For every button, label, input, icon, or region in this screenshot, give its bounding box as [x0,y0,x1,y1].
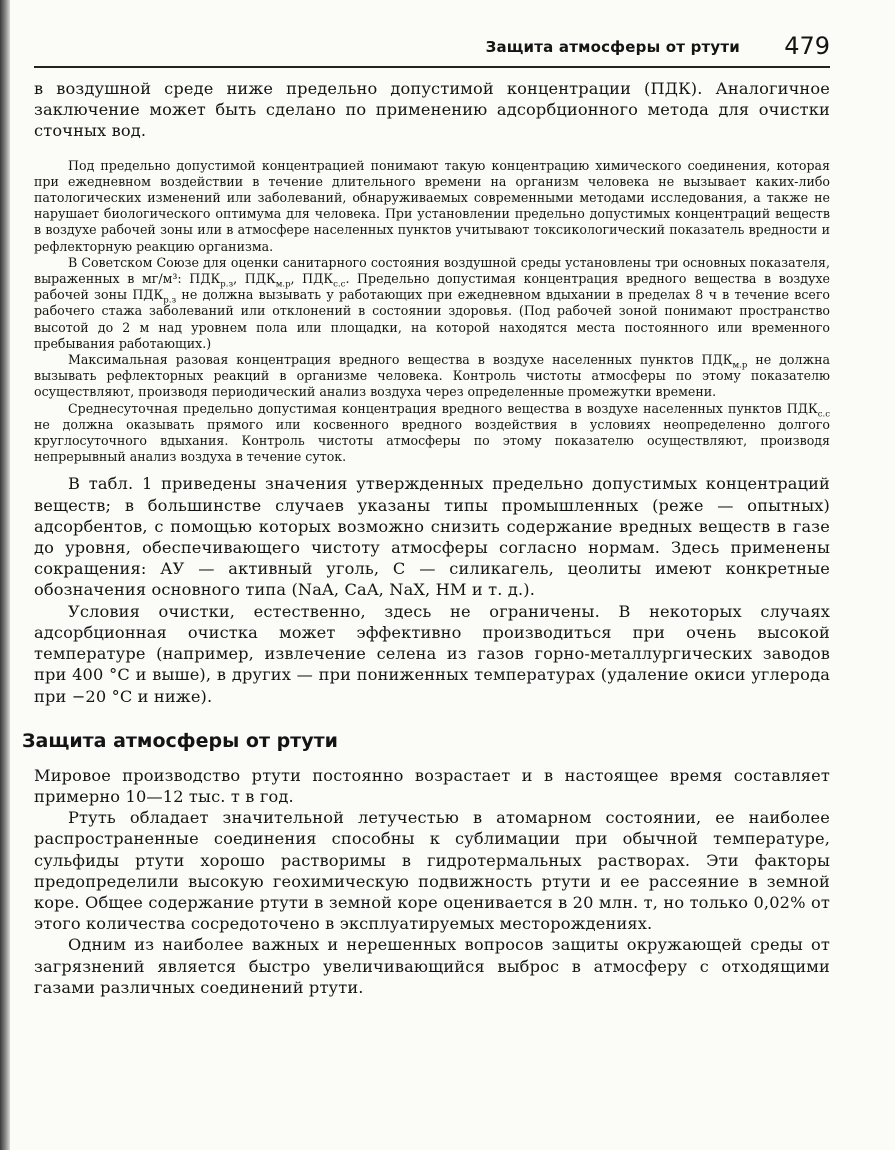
small-print-block [34,158,830,466]
page-number: 479 [784,32,830,60]
body-paragraph: В табл. 1 приведены значения утвержденных предельно допустимых концентраций веществ; в большинстве случаев указаны типы промышленных (реже — опытных) адсорбентов, с помощью которых возможно снизить содержание вредных веществ в газе до уровня, обеспечивающего чистоту атмосферы согласно нормам. Здесь применены сокращения: АУ — активный уголь, С — силикагель, цеолиты имеют конкретные обозначения основного типа (NaA, CaA, NaX, НМ и т. д.). [34,474,830,600]
small-print-paragraph: Среднесуточная предельно допустимая концентрация вредного вещества в воздухе населенных пунктов $ПДК_{с.с}$ не должна оказывать прямого или косвенного вредного воздействия в условиях неопределенно долгого круглосуточного вдыхания. Контроль чистоты атмосферы по этому показателю осуществляют, производя непрерывный анализ воздуха в течение суток. [34,400,830,465]
section-heading: Защита атмосферы от ртути [22,729,338,752]
body-paragraph: Ртуть обладает значительной летучестью в атомарном состоянии, ее наиболее распространенные соединения способны к сублимации при обычной температуре, сульфиды ртути хорошо растворимы в гидротермальных растворах. Эти факторы предопределили высокую геохимическую подвижность ртути и ее рассеяние в земной коре. Общее содержание ртути в земной коре оценивается в 20 млн. т, но только 0,02% от этого количества сосредоточено в эксплуатируемых месторождениях. [34,808,830,934]
running-title: Защита атмосферы от ртути [485,38,740,56]
small-print-paragraph: В Советском Союзе для оценки санитарного состояния воздушной среды установлены три основных показателя, выраженных в мг/м³: $ПДК_{р.з}$, $ПДК_{м.р}$, $ПДК_{с.с}$. Предельно допустимая концентрация вредного вещества в воздухе рабочей зоны $ПДК_{р.з}$ не должна вызывать у работающих при ежедневном вдыхании в пределах 8 ч в течение всего рабочего стажа заболеваний или отклонений в состоянии здоровья. (Под рабочей зоной понимают пространство высотой до 2 м над уровнем пола или площадки, на которой находятся места постоянного или временного пребывания работающих.) [34,254,831,351]
running-header [34,30,830,68]
body-paragraph: Одним из наиболее важных и нерешенных вопросов защиты окружающей среды от загрязнений является быстро увеличивающийся выброс в атмосферу с отходящими газами различных соединений ртути. [34,935,830,997]
body-paragraph: в воздушной среде ниже предельно допустимой концентрации (ПДК). Аналогичное заключение может быть сделано по применению адсорбционного метода для очистки сточных вод. [34,79,830,141]
book-spine-shadow [0,0,10,1150]
book-page [22,30,831,998]
body-paragraph: Мировое производство ртути постоянно возрастает и в настоящее время составляет примерно 10—12 тыс. т в год. [34,765,830,806]
small-print-paragraph: Максимальная разовая концентрация вредного вещества в воздухе населенных пунктов $ПДК_{м.р}$ не должна вызывать рефлекторных реакций в организме человека. Контроль чистоты атмосферы по этому показателю осуществляют, производя периодический анализ воздуха через определенные промежутки времени. [34,352,830,400]
small-print-paragraph: Под предельно допустимой концентрацией понимают такую концентрацию химического соединения, которая при ежедневном воздействии в течение длительного времени на организм человека не вызывает каких-либо патологических изменений или заболеваний, обнаруживаемых современными методами исследования, а также не нарушает биологического оптимума для человека. При установлении предельно допустимых концентраций веществ в воздухе рабочей зоны или в атмосфере населенных пунктов учитывают токсикологический показатель вредности и рефлекторную реакцию организма. [34,157,830,254]
body-paragraph: Условия очистки, естественно, здесь не ограничены. В некоторых случаях адсорбционная очистка может эффективно производиться при очень высокой температуре (например, извлечение селена из газов горно-металлургических заводов при 400 °С и выше), в других — при пониженных температурах (удаление окиси углерода при −20 °С и ниже). [34,601,830,706]
